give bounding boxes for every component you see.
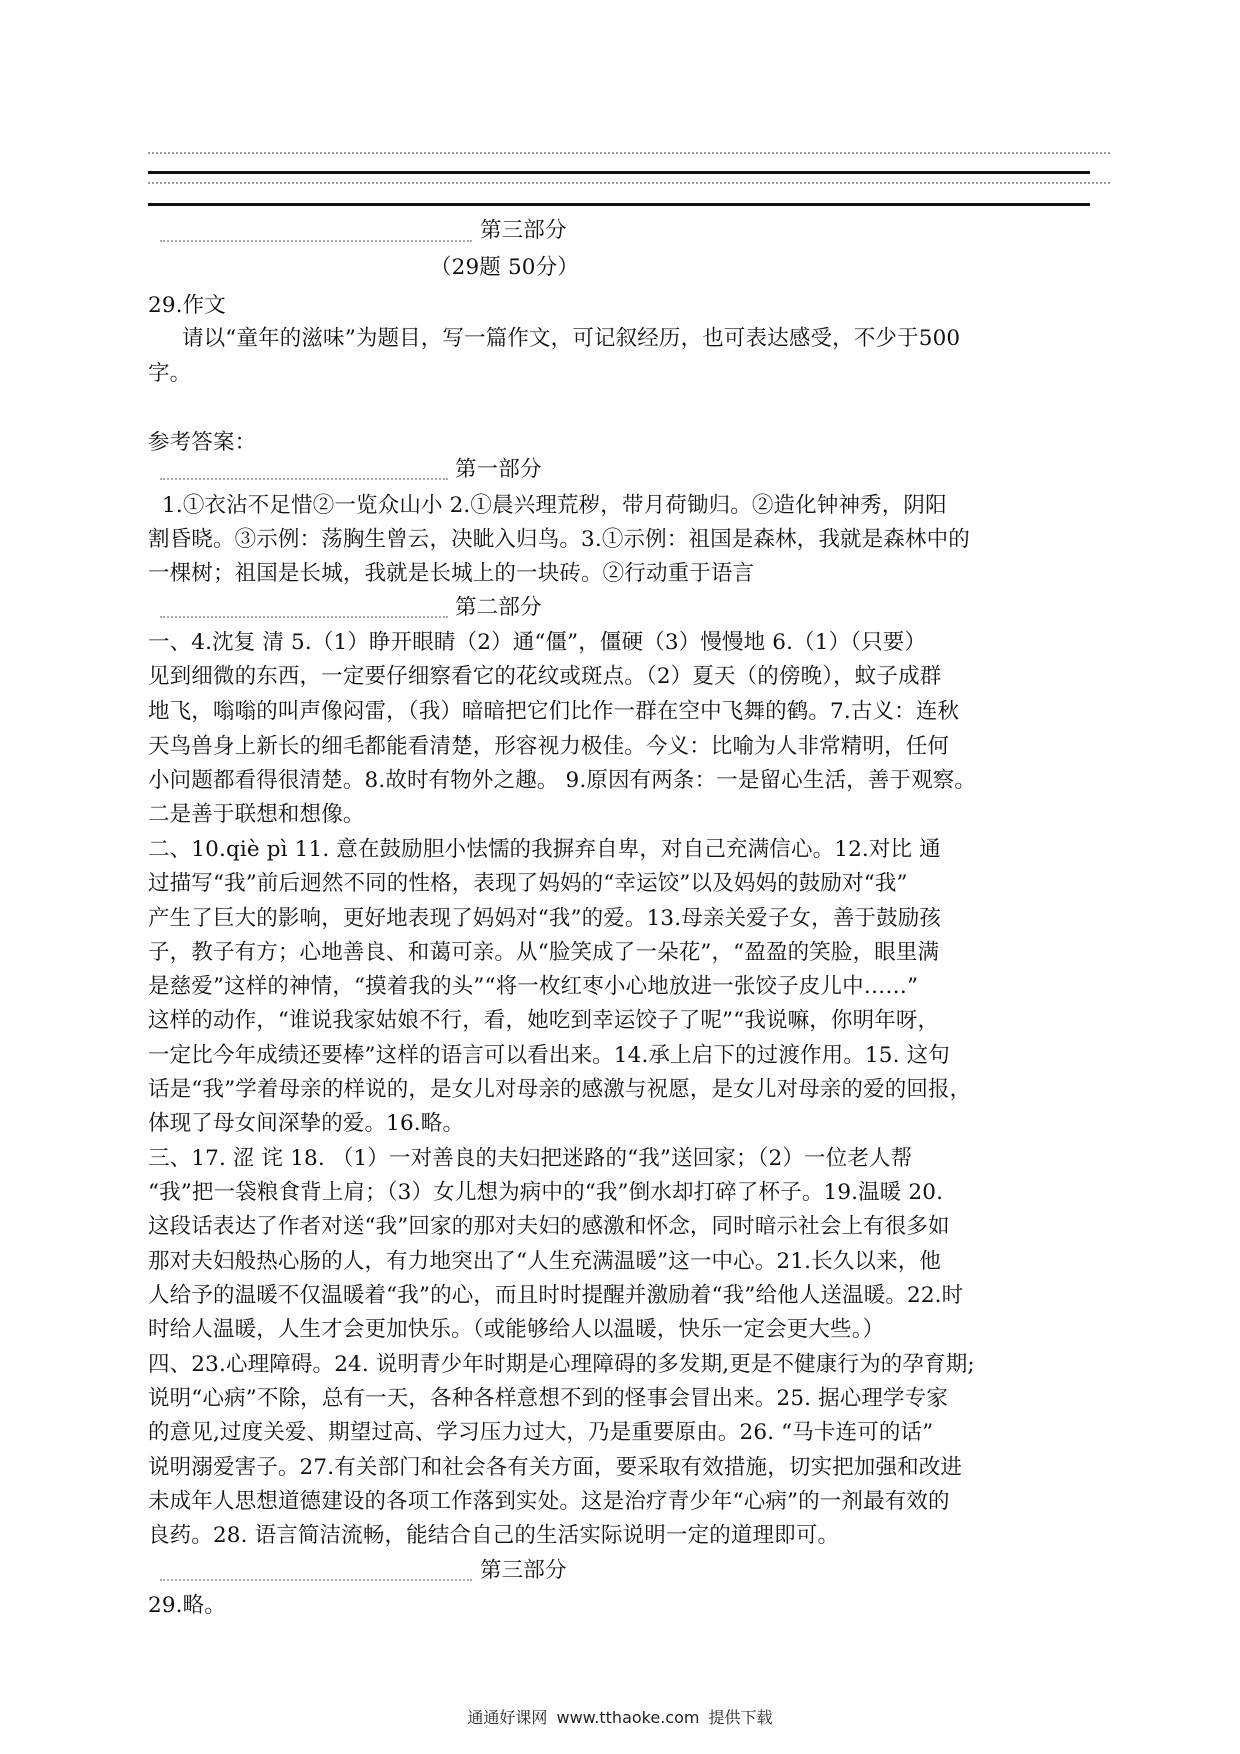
part2-line: 过描写“我”前后迥然不同的性格，表现了妈妈的“幸运饺”以及妈妈的鼓励对“我” [148,871,908,896]
part2-line: 地飞，嗡嗡的叫声像闷雷，（我）暗暗把它们比作一群在空中飞舞的鹤。7.古义：连秋 [148,699,960,724]
question-29-title: 29.作文 [148,293,226,318]
part2-line: 说明“心病”不除，总有一天，各种各样意想不到的怪事会冒出来。25. 据心理学专家 [148,1386,949,1411]
part2-line: 二是善于联想和想像。 [148,802,365,827]
leader-dots [160,1579,472,1581]
part2-line: 天鸟兽身上新长的细毛都能看清楚，形容视力极佳。今义：比喻为人非常精明，任何 [148,734,950,759]
part2-line: 时给人温暖，人生才会更加快乐。（或能够给人以温暖，快乐一定会更大些。） [148,1317,885,1342]
part3-answer-heading: 第三部分 [480,1558,567,1583]
part2-line: 这段话表达了作者对送“我”回家的那对夫妇的感激和怀念，同时暗示社会上有很多如 [148,1214,950,1239]
dotted-rule [148,152,1110,154]
part2-line: 是慈爱”这样的神情，“摸着我的头”“将一枚红枣小心地放进一张饺子皮儿中……” [148,974,919,999]
part2-line: 的意见,过度关爱、期望过高、学习压力过大，乃是重要原由。26. “马卡连可的话” [148,1420,934,1445]
part2-line: 子，教子有方；心地善良、和蔼可亲。从“脸笑成了一朵花”，“盈盈的笑脸，眼里满 [148,940,940,965]
part2-line: 一定比今年成绩还要棒”这样的语言可以看出来。14.承上启下的过渡作用。15. 这句 [148,1043,950,1068]
leader-dots [160,616,448,618]
solid-rule [148,171,1090,174]
part1-line: 割昏晓。③示例：荡胸生曾云，决眦入归鸟。3.①示例：祖国是森林，我就是森林中的 [148,527,970,552]
answers-title: 参考答案： [148,430,257,455]
part1-line: 1.①衣沾不足惜②一览众山小 2.①晨兴理荒秽，带月荷锄归。②造化钟神秀，阴阳 [162,493,947,518]
part2-line: 小问题都看得很清楚。8.故时有物外之趣。 9.原因有两条：一是留心生活，善于观察。 [148,768,977,793]
part2-line: 一、4.沈复 清 5.（1）睁开眼睛（2）通“僵”，僵硬（3）慢慢地 6.（1）（只要） [148,630,927,655]
part2-line: 三、17. 涩 诧 18. （1）一对善良的夫妇把迷路的“我”送回家；（2）一位老人帮 [148,1146,913,1171]
part2-line: 未成年人思想道德建设的各项工作落到实处。这是治疗青少年“心病”的一剂最有效的 [148,1489,950,1514]
part3-subheading: （29题 50分） [430,255,579,280]
part2-line: 话是“我”学着母亲的样说的，是女儿对母亲的感激与祝愿，是女儿对母亲的爱的回报， [148,1077,972,1102]
solid-rule [148,203,1090,206]
part2-line: 二、10.qiè pì 11. 意在鼓励胆小怯懦的我摒弃自卑，对自己充满信心。12.对比 通 [148,837,941,862]
leader-dots [160,240,472,242]
part2-line: 良药。28. 语言简洁流畅，能结合自己的生活实际说明一定的道理即可。 [148,1523,840,1548]
leader-dots [160,478,448,480]
part2-line: 体现了母女间深挚的爱。16.略。 [148,1111,465,1136]
part1-line: 一棵树；祖国是长城，我就是长城上的一块砖。②行动重于语言 [148,561,755,586]
part2-line: 这样的动作，“谁说我家姑娘不行，看，她吃到幸运饺子了呢”“我说嘛，你明年呀， [148,1008,940,1033]
part2-line: 那对夫妇般热心肠的人，有力地突出了“人生充满温暖”这一中心。21.长久以来，他 [148,1249,942,1274]
part2-line: 人给予的温暖不仅温暖着“我”的心，而且时时提醒并激励着“我”给他人送温暖。22.时 [148,1283,964,1308]
part2-line: 见到细微的东西，一定要仔细察看它的花纹或斑点。（2）夏天（的傍晚），蚊子成群 [148,664,942,689]
dotted-rule [148,182,1110,184]
part2-line: 说明溺爱害子。27.有关部门和社会各有关方面，要采取有效措施，切实把加强和改进 [148,1455,963,1480]
part1-heading: 第一部分 [455,457,542,482]
part2-line: 四、23.心理障碍。24. 说明青少年时期是心理障碍的多发期,更是不健康行为的孕育期; [148,1352,975,1377]
part2-line: “我”把一袋粮食背上肩；（3）女儿想为病中的“我”倒水却打碎了杯子。19.温暖 20. [148,1180,944,1205]
part2-heading: 第二部分 [455,595,542,620]
question-29-prompt: 请以“童年的滋味”为题目，写一篇作文，可记叙经历，也可表达感受，不少于500 [182,326,961,351]
part3-heading: 第三部分 [480,218,567,243]
footer-credit: 通通好课网 www.tthaoke.com 提供下载 [467,1708,773,1727]
part3-answer: 29.略。 [148,1593,226,1618]
question-29-prompt-cont: 字。 [148,361,192,386]
part2-line: 产生了巨大的影响，更好地表现了妈妈对“我”的爱。13.母亲关爱子女，善于鼓励孩 [148,906,942,931]
